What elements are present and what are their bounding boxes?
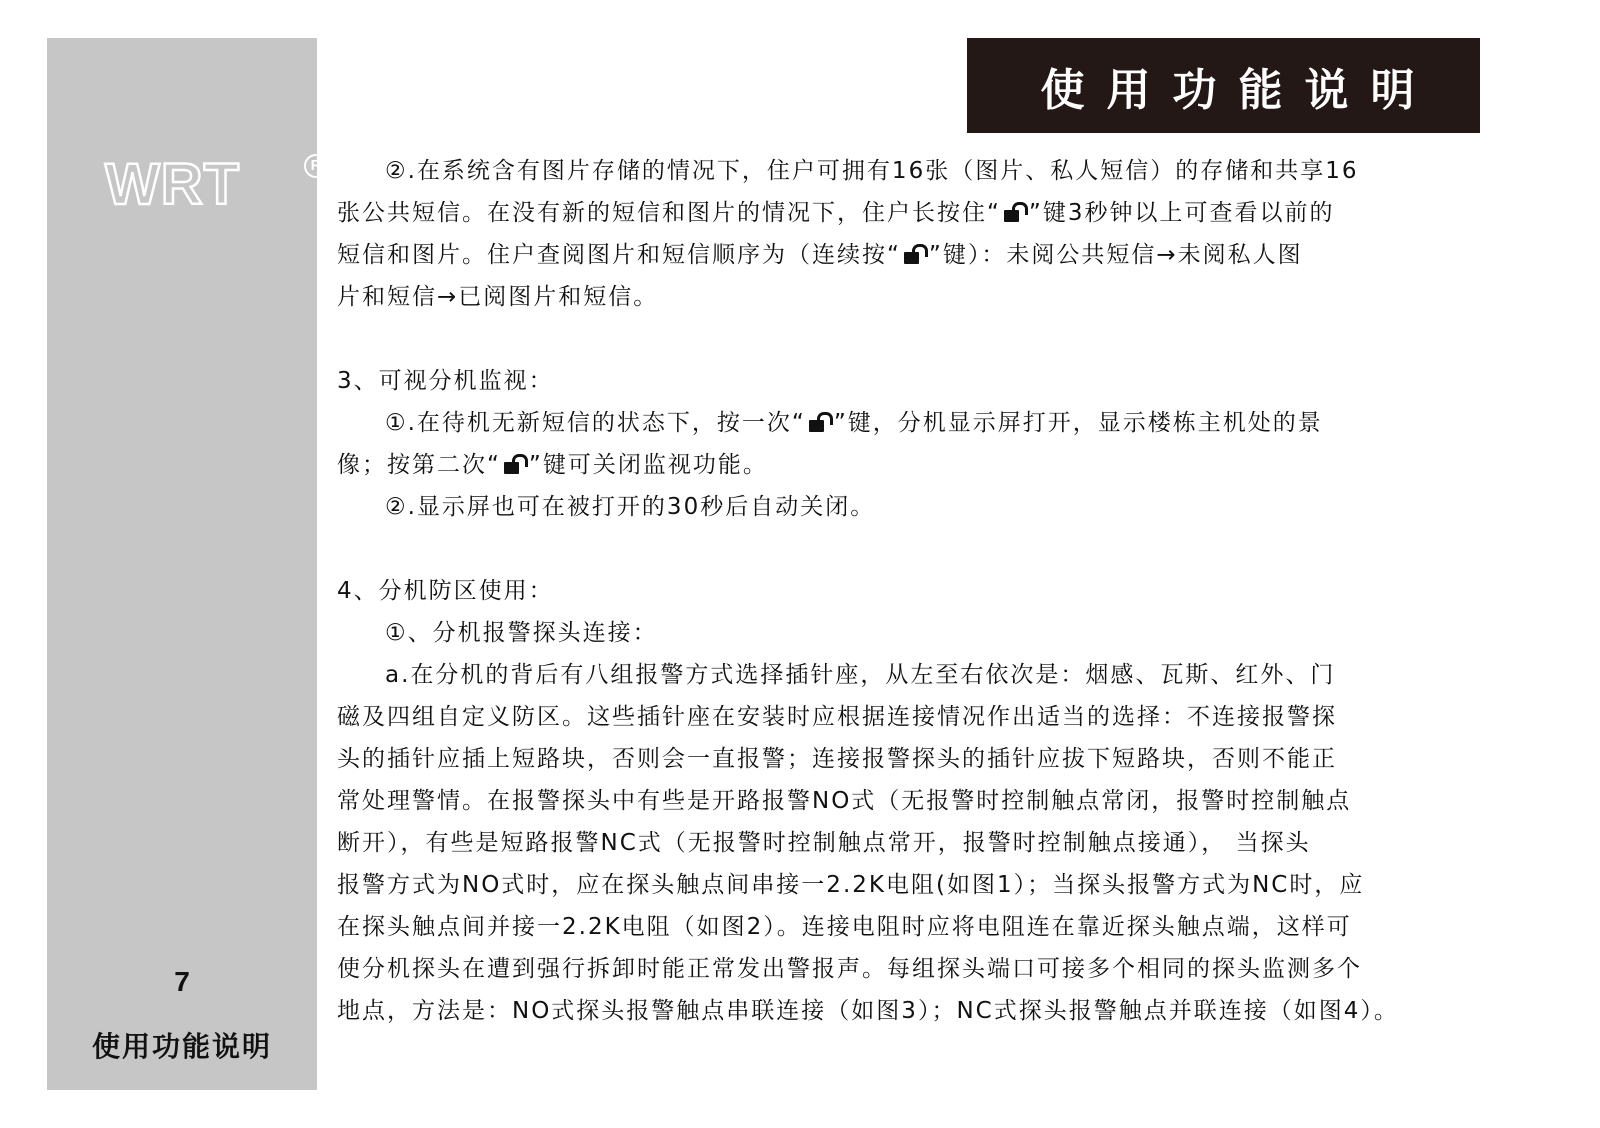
body-text: 短信和图片。住户查阅图片和短信顺序为（连续按“ xyxy=(337,242,901,268)
body-line: 在探头触点间并接一2.2K电阻（如图2）。连接电阻时应将电阻连在靠近探头触点端，这样可 xyxy=(337,914,1352,940)
body-line: 片和短信→已阅图片和短信。 xyxy=(337,284,659,310)
body-line: ②.显示屏也可在被打开的30秒后自动关闭。 xyxy=(385,494,876,520)
body-line: 报警方式为NO式时，应在探头触点间串接一2.2K电阻(如图1）；当探头报警方式为NC时，应 xyxy=(337,872,1365,898)
body-text: ①.在待机无新短信的状态下，按一次“ xyxy=(385,410,806,436)
body-line: 磁及四组自定义防区。这些插针座在安装时应根据连接情况作出适当的选择：不连接报警探 xyxy=(337,704,1337,730)
body-line xyxy=(337,192,1497,234)
body-line xyxy=(337,234,1497,276)
body-line xyxy=(337,444,1497,486)
sidebar xyxy=(47,38,322,1090)
body-line: 头的插针应插上短路块，否则会一直报警；连接报警探头的插针应拔下短路块，否则不能正 xyxy=(337,746,1337,772)
registered-trademark-icon: R xyxy=(304,154,328,178)
page-title: 使用功能说明 xyxy=(1040,64,1437,116)
body-text: ”键）：未阅公共短信→未阅私人图 xyxy=(928,242,1303,268)
page-number: 7 xyxy=(174,966,190,997)
unlock-key-icon xyxy=(1004,202,1026,222)
body-line: 断开），有些是短路报警NC式（无报警时控制触点常开，报警时控制触点接通）， 当探头 xyxy=(337,830,1311,856)
body-text: ”键可关闭监视功能。 xyxy=(528,452,768,478)
sidebar-section-caption: 使用功能说明 xyxy=(91,1030,272,1063)
section-heading: 4、分机防区使用： xyxy=(337,578,554,604)
sub-heading: ①、分机报警探头连接： xyxy=(385,620,658,646)
unlock-key-icon xyxy=(904,244,926,264)
body-text: ”键3秒钟以上可查看以前的 xyxy=(1028,200,1335,226)
unlock-key-icon xyxy=(504,454,526,474)
section-heading: 3、可视分机监视： xyxy=(337,368,554,394)
body-text: 像；按第二次“ xyxy=(337,452,501,478)
body-line: a.在分机的背后有八组报警方式选择插针座，从左至右依次是：烟感、瓦斯、红外、门 xyxy=(385,662,1336,688)
body-line: ②.在系统含有图片存储的情况下，住户可拥有16张（图片、私人短信）的存储和共享16 xyxy=(385,158,1359,184)
body-line: 地点，方法是：NO式探头报警触点串联连接（如图3）；NC式探头报警触点并联连接（如图4）。 xyxy=(337,998,1399,1024)
body-text: ”键，分机显示屏打开，显示楼栋主机处的景 xyxy=(833,410,1323,436)
body-text: 张公共短信。在没有新的短信和图片的情况下，住户长按住“ xyxy=(337,200,1001,226)
section-header-bar xyxy=(967,38,1480,133)
manual-body xyxy=(337,150,1497,1032)
wrt-logo: WRT xyxy=(105,152,241,217)
body-line: 常处理警情。在报警探头中有些是开路报警NO式（无报警时控制触点常闭，报警时控制触点 xyxy=(337,788,1352,814)
body-line xyxy=(337,402,1497,444)
unlock-key-icon xyxy=(809,412,831,432)
body-line: 使分机探头在遭到强行拆卸时能正常发出警报声。每组探头端口可接多个相同的探头监测多个 xyxy=(337,956,1362,982)
